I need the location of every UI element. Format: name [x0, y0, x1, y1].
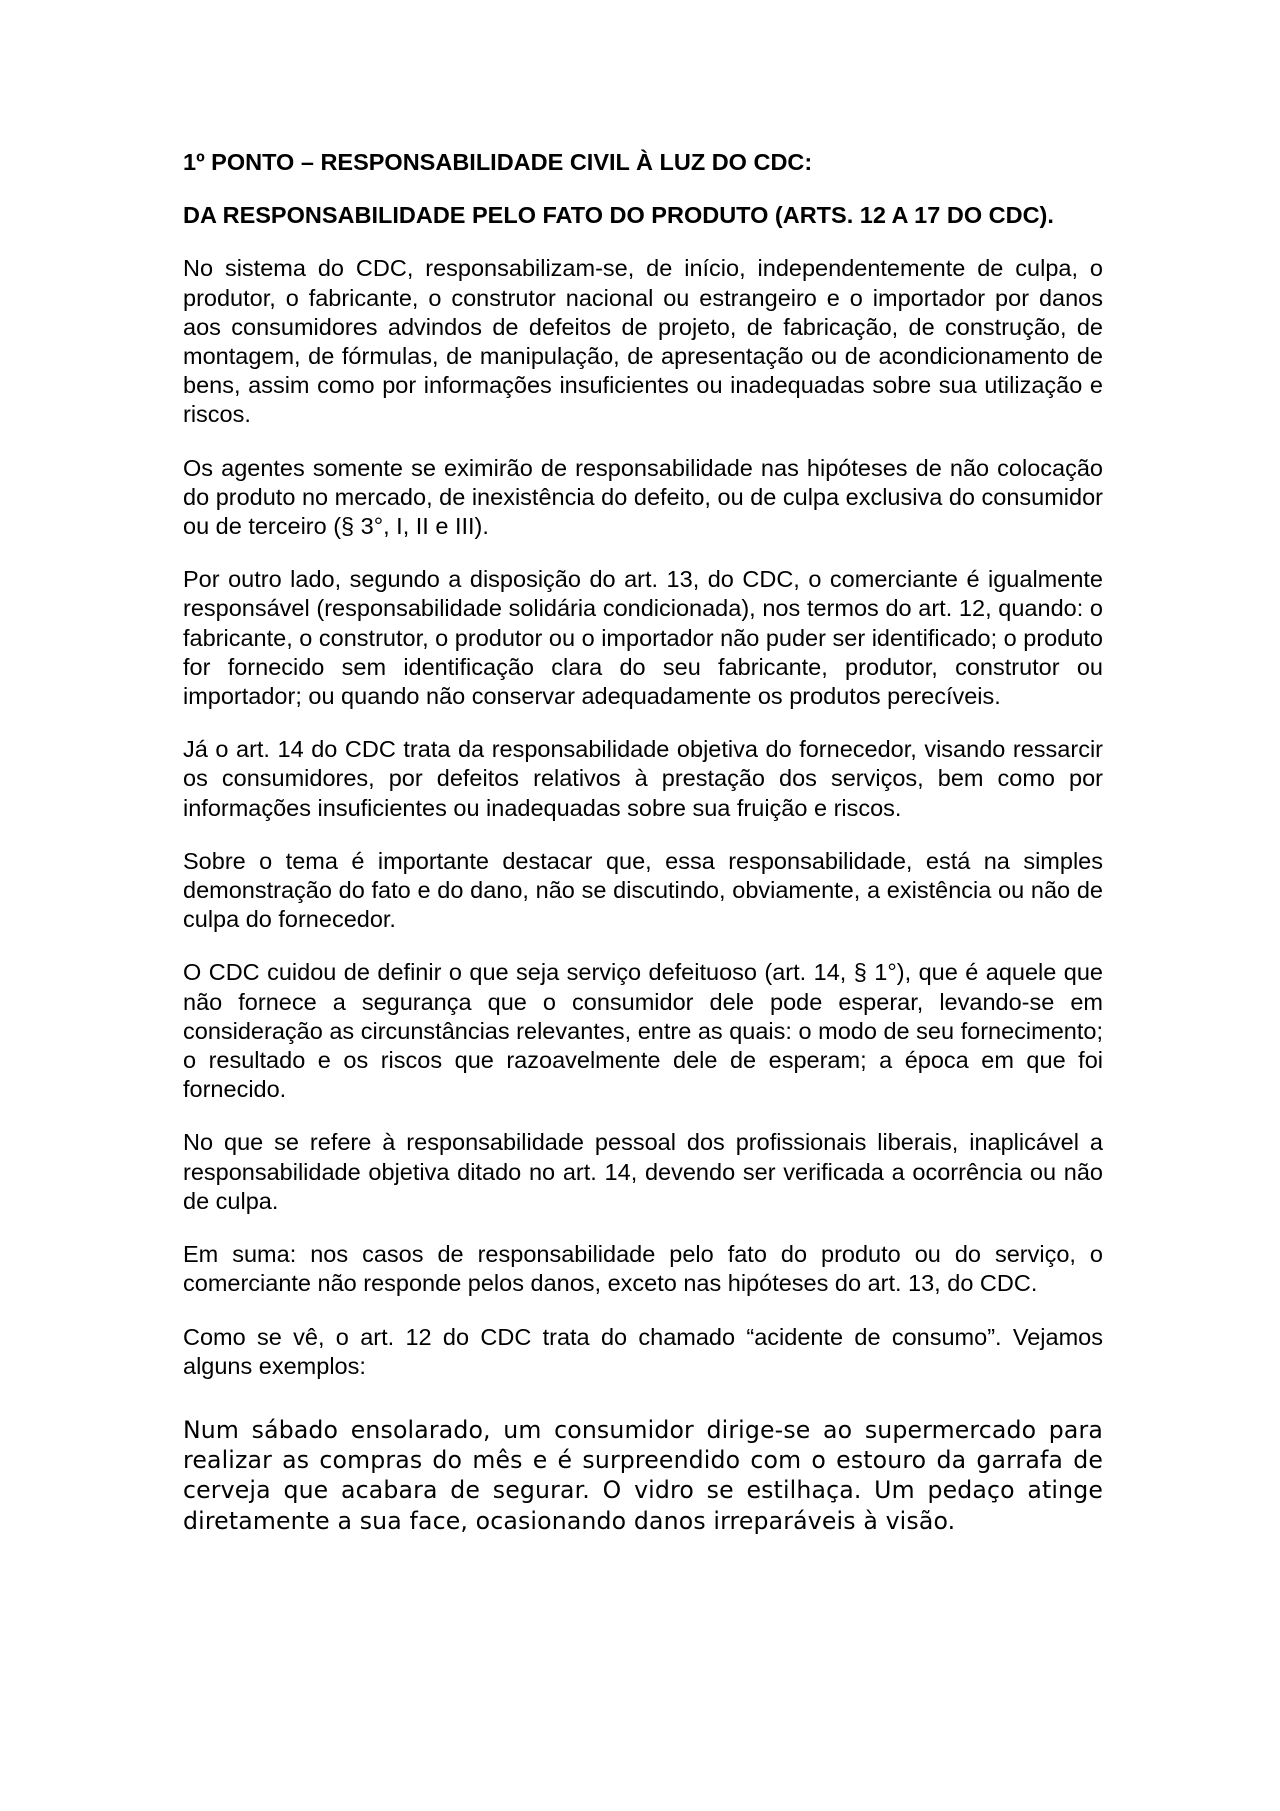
example-paragraph: Num sábado ensolarado, um consumidor dirige-se ao supermercado para realizar as compras do mês e é surpreendido com o estouro da garrafa de cerveja que acabara de segurar. O vidro se estilhaça. Um pedaço atinge diretamente a sua face, ocasionando danos irreparáveis à visão.	[183, 1415, 1103, 1535]
document-page	[183, 148, 1103, 1559]
paragraph-defective-service: O CDC cuidou de definir o que seja serviço defeituoso (art. 14, § 1°), que é aquele que não fornece a segurança que o consumidor dele pode esperar, levando-se em consideração as circunstâncias relevantes, entre as quais: o modo de seu fornecimento; o resultado e os riscos que razoavelmente dele de esperam; a época em que foi fornecido.	[183, 959, 1103, 1103]
paragraph-theme: Sobre o tema é importante destacar que, essa responsabilidade, está na simples demonstração do fato e do dano, não se discutindo, obviamente, a existência ou não de culpa do fornecedor.	[183, 847, 1103, 933]
paragraph-system-cdc: No sistema do CDC, responsabilizam-se, de início, independentemente de culpa, o produtor, o fabricante, o construtor nacional ou estrangeiro e o importador por danos aos consumidores advindos de defeitos de projeto, de fabricação, de construção, de montagem, de fórmulas, de manipulação, de apresentação ou de acondicionamento de bens, assim como por informações insuficientes ou inadequadas sobre sua utilização e riscos.	[183, 255, 1103, 428]
paragraph-liberal-professionals: No que se refere à responsabilidade pessoal dos profissionais liberais, inaplicável a responsabilidade objetiva ditado no art. 14, devendo ser verificada a ocorrência ou não de culpa.	[183, 1129, 1103, 1214]
section-heading: DA RESPONSABILIDADE PELO FATO DO PRODUTO (ARTS. 12 A 17 DO CDC).	[183, 202, 1054, 229]
point-heading: 1º PONTO – RESPONSABILIDADE CIVIL À LUZ DO CDC:	[183, 149, 813, 175]
paragraph-art-13: Por outro lado, segundo a disposição do art. 13, do CDC, o comerciante é igualmente responsável (responsabilidade solidária condicionada), nos termos do art. 12, quando: o fabricante, o construtor, o produtor ou o importador não puder ser identificado; o produto for fornecido sem identificação clara do seu fabricante, produtor, construtor ou importador; ou quando não conservar adequadamente os produtos perecíveis.	[183, 566, 1103, 710]
paragraph-exemptions: Os agentes somente se eximirão de responsabilidade nas hipóteses de não colocação do produto no mercado, de inexistência do defeito, ou de culpa exclusiva do consumidor ou de terceiro (§ 3°, I, II e III).	[183, 454, 1103, 540]
paragraph-summary: Em suma: nos casos de responsabilidade pelo fato do produto ou do serviço, o comerciante não responde pelos danos, exceto nas hipóteses do art. 13, do CDC.	[183, 1241, 1103, 1297]
paragraph-consumer-accident: Como se vê, o art. 12 do CDC trata do chamado “acidente de consumo”. Vejamos alguns exemplos:	[183, 1323, 1103, 1379]
paragraph-art-14: Já o art. 14 do CDC trata da responsabilidade objetiva do fornecedor, visando ressarcir os consumidores, por defeitos relativos à prestação dos serviços, bem como por informações insuficientes ou inadequadas sobre sua fruição e riscos.	[183, 736, 1103, 821]
